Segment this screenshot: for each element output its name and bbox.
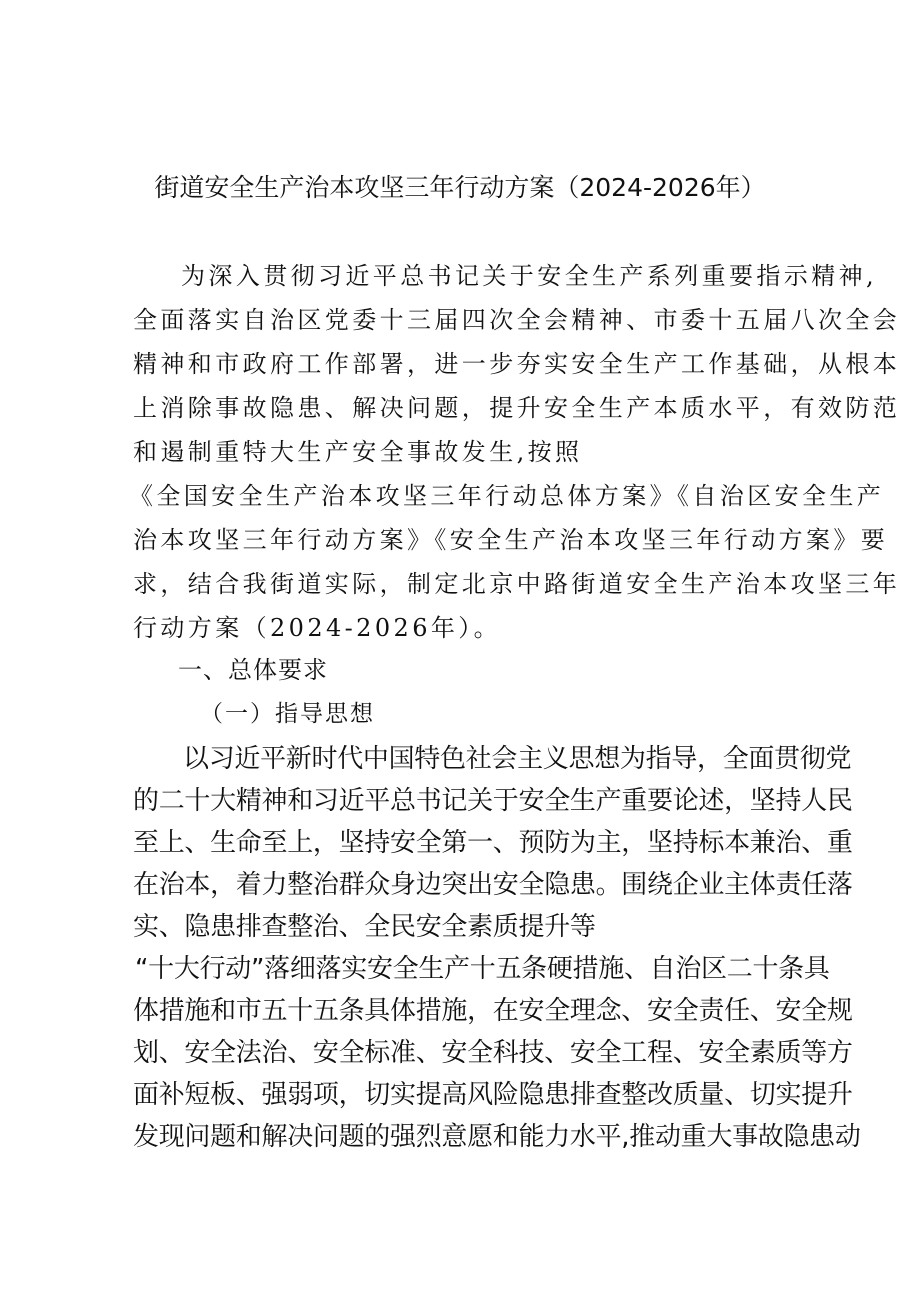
intro-line: 为深入贯彻习近平总书记关于安全生产系列重要指示精神, (181, 262, 878, 290)
intro-line: 全面落实自治区党委十三届四次全会精神、市委十五届八次全会 (133, 306, 901, 334)
intro-line: 治本攻坚三年行动方案》《安全生产治本攻坚三年行动方案》要 (133, 526, 889, 554)
guiding-line: 至上、生命至上，坚持安全第一、预防为主，坚持标本兼治、重 (133, 828, 853, 858)
intro-line: 求，结合我街道实际，制定北京中路街道安全生产治本攻坚三年 (133, 570, 901, 598)
guiding-line: 在治本，着力整治群众身边突出安全隐患。围绕企业主体责任落 (133, 870, 853, 900)
guiding-line: “十大行动”落细落实安全生产十五条硬措施、自治区二十条具 (135, 954, 830, 984)
guiding-line: 划、安全法治、安全标准、安全科技、安全工程、安全素质等方 (133, 1038, 853, 1068)
section-heading: 一、总体要求 (178, 656, 328, 684)
document-title: 街道安全生产治本攻坚三年行动方案（2024-2026年） (154, 173, 766, 202)
guiding-line: 面补短板、强弱项，切实提高风险隐患排查整改质量、切实提升 (133, 1080, 853, 1110)
intro-line: 《全国安全生产治本攻坚三年行动总体方案》《自治区安全生产 (129, 482, 885, 510)
intro-paragraph (129, 254, 901, 650)
intro-line: 精神和市政府工作部署，进一步夯实安全生产工作基础，从根本 (133, 350, 901, 378)
guiding-line: 体措施和市五十五条具体措施，在安全理念、安全责任、安全规 (133, 996, 853, 1026)
guiding-line: 实、隐患排查整治、全民安全素质提升等 (133, 912, 596, 942)
subsection-heading: （一）指导思想 (200, 701, 375, 727)
guiding-paragraph (133, 738, 861, 1158)
intro-line: 行动方案（2024-2026年）。 (133, 614, 502, 642)
guiding-line: 的二十大精神和习近平总书记关于安全生产重要论述，坚持人民 (133, 786, 853, 816)
guiding-line: 发现问题和解决问题的强烈意愿和能力水平,推动重大事故隐患动 (133, 1122, 861, 1152)
intro-line: 上消除事故隐患、解决问题，提升安全生产本质水平，有效防范 (133, 394, 901, 422)
guiding-line: 以习近平新时代中国特色社会主义思想为指导，全面贯彻党 (183, 744, 852, 774)
intro-line: 和遏制重特大生产安全事故发生,按照 (133, 438, 583, 466)
